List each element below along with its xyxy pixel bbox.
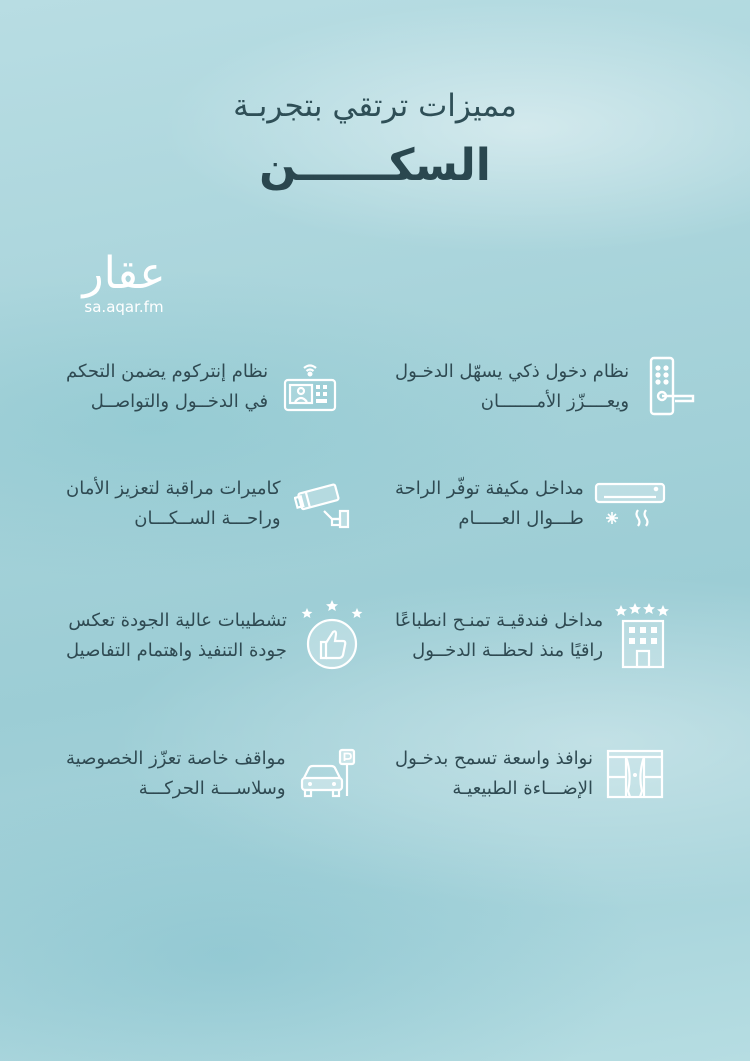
feature-line: طـــوال العـــــام (458, 508, 584, 529)
smart-lock-icon (639, 355, 703, 419)
feature-line: راقيًا منذ لحظــة الدخــول (412, 640, 604, 661)
air-conditioner-icon (594, 472, 666, 536)
feature-line: نوافذ واسعة تسمح بدخـول (395, 748, 593, 769)
hotel-icon (613, 600, 677, 672)
feature-intercom (66, 355, 342, 419)
feature-private-parking (66, 742, 360, 806)
feature-line: وراحـــة الســكـــان (134, 508, 281, 529)
feature-line: جودة التنفيذ واهتمام التفاصيل (66, 640, 287, 661)
feature-line: ويعــــزّز الأمـــــــان (480, 391, 630, 412)
feature-text (395, 744, 593, 804)
feature-text (395, 474, 584, 534)
feature-security-cameras (66, 472, 355, 536)
feature-text (395, 606, 603, 666)
feature-line: وسلاســـة الحركـــة (138, 778, 286, 799)
page-title-line2: السكــــــن (259, 140, 491, 191)
feature-line: مداخل مكيفة توفّر الراحة (395, 478, 584, 499)
feature-line: نظام إنتركوم يضمن التحكم (66, 361, 269, 382)
feature-high-quality-finishes (66, 598, 367, 674)
feature-text (66, 357, 268, 417)
feature-line: تشطيبات عالية الجودة تعكس (68, 610, 287, 631)
feature-smart-entry (395, 355, 703, 419)
feature-line: في الدخــول والتواصــل (90, 391, 269, 412)
parking-car-icon (296, 742, 360, 806)
security-camera-icon (291, 472, 355, 536)
aqar-logo (64, 248, 184, 316)
feature-line: الإضـــاءة الطبيعيـة (452, 778, 593, 799)
intercom-icon (278, 355, 342, 419)
feature-text (66, 744, 286, 804)
window-icon (603, 742, 667, 806)
feature-line: مداخل فندقيـة تمنـح انطباعًا (395, 610, 604, 631)
feature-line: كاميرات مراقبة لتعزيز الأمان (66, 478, 281, 499)
feature-text (66, 474, 281, 534)
feature-line: مواقف خاصة تعزّز الخصوصية (66, 748, 286, 769)
feature-text (66, 606, 287, 666)
feature-text (395, 357, 629, 417)
page-title-line1: مميزات ترتقي بتجربـة (233, 88, 517, 124)
feature-hotel-entrances (395, 600, 677, 672)
logo-url: sa.aqar.fm (84, 298, 164, 316)
feature-line: نظام دخول ذكي يسهّل الدخـول (395, 361, 630, 382)
logo-name: عقار (82, 248, 166, 299)
thumbs-up-icon (297, 598, 367, 674)
feature-wide-windows (395, 742, 667, 806)
feature-air-conditioned-entrances (395, 472, 666, 536)
